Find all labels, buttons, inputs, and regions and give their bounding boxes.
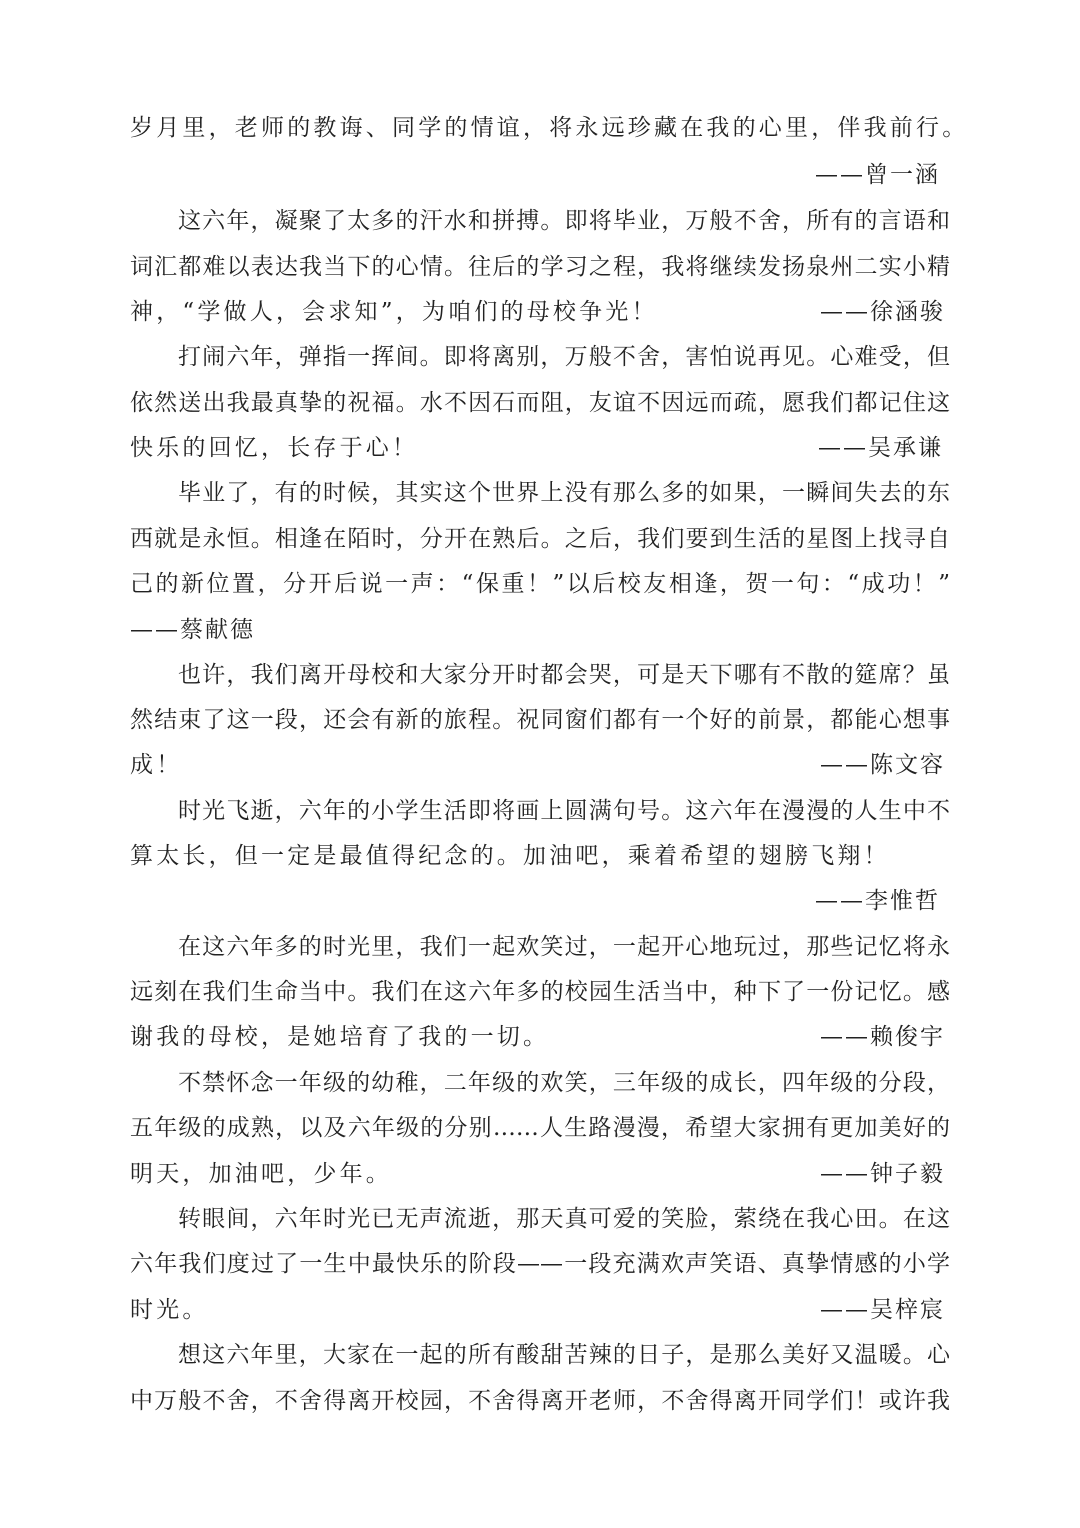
paragraph-line: 快乐的回忆，长存于心！ [130, 435, 419, 461]
paragraph-line: 依然送出我最真挚的祝福。水不因石而阻，友谊不因远而疏，愿我们都记住这 [130, 390, 950, 416]
paragraph-line: 时光飞逝，六年的小学生活即将画上圆满句号。这六年在漫漫的人生中不 [178, 798, 950, 824]
paragraph-line: 谢我的母校，是她培育了我的一切。 [130, 1024, 550, 1050]
paragraph-line: 远刻在我们生命当中。我们在这六年多的校园生活当中，种下了一份记忆。感 [130, 979, 950, 1005]
paragraph-line: 算太长，但一定是最值得纪念的。加油吧，乘着希望的翅膀飞翔！ [130, 843, 890, 869]
author-signature: ——吴承谦 [818, 435, 943, 461]
author-signature: ——钟子毅 [820, 1161, 945, 1187]
paragraph-line: 这六年，凝聚了太多的汗水和拼搏。即将毕业，万般不舍，所有的言语和 [178, 208, 950, 234]
paragraph-line: 打闹六年，弹指一挥间。即将离别，万般不舍，害怕说再见。心难受，但 [178, 344, 950, 370]
author-signature: ——蔡献德 [130, 617, 255, 643]
author-signature: ——赖俊宇 [820, 1024, 945, 1050]
paragraph-line: 己的新位置，分开后说一声：“保重！”以后校友相逢，贺一句：“成功！” [130, 571, 950, 597]
paragraph-line: 岁月里，老师的教诲、同学的情谊，将永远珍藏在我的心里，伴我前行。 [130, 115, 969, 141]
paragraph-line: 然结束了这一段，还会有新的旅程。祝同窗们都有一个好的前景，都能心想事 [130, 707, 950, 733]
paragraph-line: 时光。 [130, 1297, 209, 1323]
paragraph-line: 在这六年多的时光里，我们一起欢笑过，一起开心地玩过，那些记忆将永 [178, 934, 950, 960]
paragraph-line: 毕业了，有的时候，其实这个世界上没有那么多的如果，一瞬间失去的东 [178, 480, 950, 506]
author-signature: ——徐涵骏 [820, 299, 945, 325]
paragraph-line: 中万般不舍，不舍得离开校园，不舍得离开老师，不舍得离开同学们！或许我 [130, 1388, 950, 1414]
paragraph-line: 转眼间，六年时光已无声流逝，那天真可爱的笑脸，萦绕在我心田。在这 [178, 1206, 950, 1232]
paragraph-line: 五年级的成熟，以及六年级的分别……人生路漫漫，希望大家拥有更加美好的 [130, 1115, 950, 1141]
paragraph-line: 六年我们度过了一生中最快乐的阶段——一段充满欢声笑语、真挚情感的小学 [130, 1251, 950, 1277]
author-signature: ——李惟哲 [815, 888, 940, 914]
paragraph-line: 词汇都难以表达我当下的心情。往后的学习之程，我将继续发扬泉州二实小精 [130, 254, 950, 280]
author-signature: ——曾一涵 [815, 162, 940, 188]
author-signature: ——陈文容 [820, 752, 945, 778]
paragraph-line: 想这六年里，大家在一起的所有酸甜苦辣的日子，是那么美好又温暖。心 [178, 1342, 950, 1368]
paragraph-line: 不禁怀念一年级的幼稚，二年级的欢笑，三年级的成长，四年级的分段， [178, 1070, 950, 1096]
paragraph-line: 成！ [130, 752, 183, 778]
paragraph-line: 西就是永恒。相逢在陌时，分开在熟后。之后，我们要到生活的星图上找寻自 [130, 526, 950, 552]
paragraph-line: 明天，加油吧，少年。 [130, 1161, 392, 1187]
paragraph-line: 神，“学做人，会求知”，为咱们的母校争光！ [130, 299, 658, 325]
author-signature: ——吴梓宸 [820, 1297, 945, 1323]
paragraph-line: 也许，我们离开母校和大家分开时都会哭，可是天下哪有不散的筵席？虽 [178, 662, 950, 688]
